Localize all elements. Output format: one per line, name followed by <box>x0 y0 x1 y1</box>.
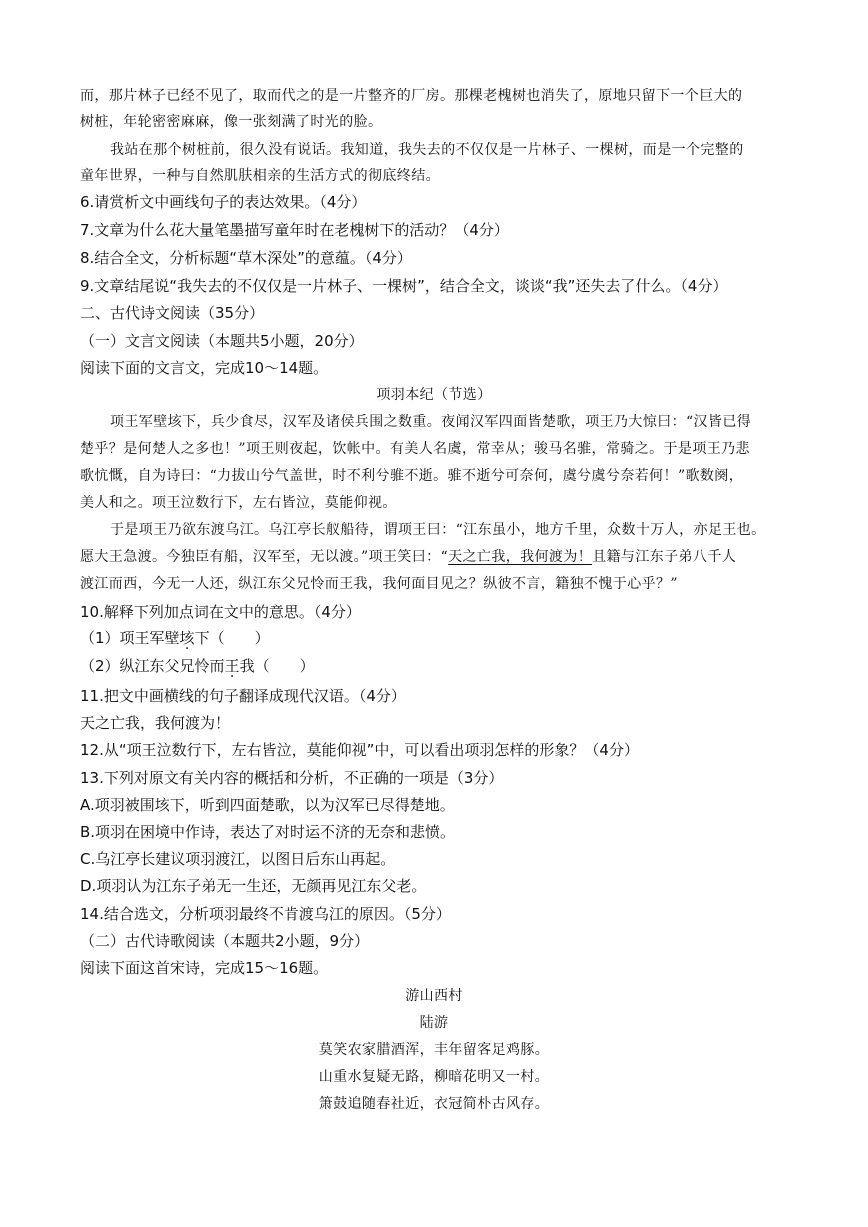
question-6: 6.请赏析文中画线句子的表达效果。（4分） <box>80 193 367 211</box>
instruction-poetry: 阅读下面这首宋诗，完成15～16题。 <box>80 959 329 977</box>
instruction-prose: 阅读下面的文言文，完成10～14题。 <box>80 359 329 377</box>
poem-title: 游山西村 <box>405 988 463 1004</box>
question-13-option-d: D.项羽认为江东子弟无一生还，无颜再见江东父老。 <box>80 877 427 895</box>
dotted-word-wang: 王 <box>224 657 240 675</box>
prose-para2-line2 <box>80 547 784 567</box>
poem-author: 陆游 <box>419 1015 449 1031</box>
q10-2-prefix: （2）纵江东父兄怜而 <box>80 657 225 675</box>
q10-1-prefix: （1）项王军壁 <box>80 629 180 647</box>
prose-para2-line1: 于是项王乃欲东渡乌江。乌江亭长舣船待，谓项王曰：“江东虽小，地方千里，众数十万人，亦足王也。 <box>110 522 766 538</box>
question-9: 9.文章结尾说“我失去的不仅仅是一片林子、一棵树”，结合全文，谈谈“我”还失去了什么。（4分） <box>80 277 728 295</box>
question-14: 14.结合选文，分析项羽最终不肯渡乌江的原因。（5分） <box>80 905 451 923</box>
prose-para2-line3: 渡江而西，今无一人还，纵江东父兄怜而王我，我何面目见之？纵彼不言，籍独不愧于心乎？” <box>80 576 678 592</box>
question-10-item-2 <box>80 656 784 676</box>
question-13-option-b: B.项羽在困境中作诗，表达了对时运不济的无奈和悲愤。 <box>80 823 456 841</box>
question-7: 7.文章为什么花大量笔墨描写童年时在老槐树下的活动？（4分） <box>80 221 509 239</box>
story-para2-line2: 童年世界，一种与自然肌肤相亲的生活方式的彻底终结。 <box>80 168 440 184</box>
section-heading: 二、古代诗文阅读（35分） <box>80 304 265 322</box>
question-13-option-a: A.项羽被围垓下，听到四面楚歌，以为汉军已尽得楚地。 <box>80 796 455 814</box>
poem-line-3: 箫鼓追随春社近，衣冠简朴古风存。 <box>318 1096 550 1112</box>
prose-para1-line3: 歌忼慨，自为诗曰：“力拔山兮气盖世，时不利兮骓不逝。骓不逝兮可奈何，虞兮虞兮奈若何！”歌数阕， <box>80 468 744 484</box>
story-para1-line1: 而，那片林子已经不见了，取而代之的是一片整齐的厂房。那棵老槐树也消失了，原地只留下一个巨大的 <box>80 88 743 104</box>
prose-title: 项羽本纪（节选） <box>376 387 492 403</box>
q10-2-suffix: 我（ ） <box>239 657 315 675</box>
question-8: 8.结合全文，分析标题“草木深处”的意蕴。（4分） <box>80 249 412 267</box>
question-13: 13.下列对原文有关内容的概括和分析，不正确的一项是（3分） <box>80 769 504 787</box>
prose-para1-line1: 项王军壁垓下，兵少食尽，汉军及诸侯兵围之数重。夜闻汉军四面皆楚歌，项王乃大惊曰：“汉皆已得 <box>110 414 752 430</box>
question-12: 12.从“项王泣数行下，左右皆泣，莫能仰视”中，可以看出项羽怎样的形象？（4分） <box>80 741 639 759</box>
q10-1-suffix: 下（ ） <box>194 629 270 647</box>
subsection-classical-prose: （一）文言文阅读（本题共5小题，20分） <box>80 332 364 350</box>
prose-para2-line2-start: 愿大王急渡。今独臣有船，汉军至，无以渡。”项王笑曰：“ <box>80 549 449 565</box>
question-11: 11.把文中画横线的句子翻译成现代汉语。（4分） <box>80 687 406 705</box>
prose-para1-line2: 楚乎？是何楚人之多也！”项王则夜起，饮帐中。有美人名虞，常幸从；骏马名骓，常骑之。于是项王乃悲 <box>80 441 750 457</box>
prose-para2-line2-end: 且籍与江东子弟八千人 <box>592 549 737 565</box>
question-11-sentence: 天之亡我，我何渡为！ <box>80 714 231 732</box>
subsection-poetry: （二）古代诗歌阅读（本题共2小题，9分） <box>80 932 370 950</box>
story-para1-line2: 树桩，年轮密密麻麻，像一张刻满了时光的脸。 <box>80 114 383 130</box>
question-10-item-1 <box>80 628 784 648</box>
poem-line-2: 山重水复疑无路，柳暗花明又一村。 <box>318 1069 550 1085</box>
question-13-option-c: C.乌江亭长建议项羽渡江，以图日后东山再起。 <box>80 850 396 868</box>
dotted-word-gai: 垓 <box>179 629 195 647</box>
prose-para1-line4: 美人和之。项王泣数行下，左右皆泣，莫能仰视。 <box>80 495 397 511</box>
question-10: 10.解释下列加点词在文中的意思。（4分） <box>80 603 361 621</box>
poem-line-1: 莫笑农家腊酒浑，丰年留客足鸡豚。 <box>318 1042 550 1058</box>
underlined-sentence: 天之亡我，我何渡为！ <box>448 549 593 565</box>
story-para2-line1: 我站在那个树桩前，很久没有说话。我知道，我失去的不仅仅是一片林子、一棵树，而是一个完整的 <box>110 142 744 158</box>
